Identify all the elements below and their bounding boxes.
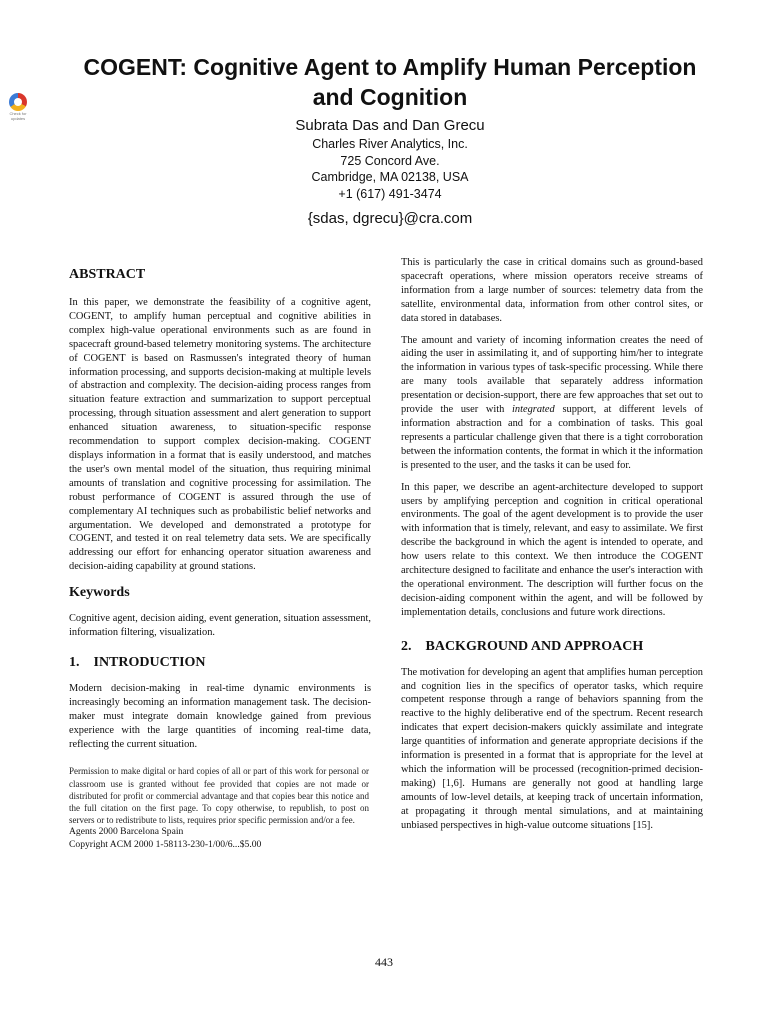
city-line: Cambridge, MA 02138, USA (311, 170, 469, 184)
paper-overview-paragraph: In this paper, we describe an agent-architecture developed to support users by amplifying perception and cognition in critical operational environments. The goal of the agent development is to provide the user with information that is timely, relevant, and easy to assimilate. We first describe the background in which the agent is intended to operate, and how users relate to this context. We then introduce the COGENT architecture designed to facilitate and enhance the user's interaction with the operational environment. The description will further focus on the decision-aiding component within the agent, and will be followed by implementation details, conclusions and future work directions. (401, 481, 703, 618)
keywords-heading: Keywords (69, 585, 130, 601)
section-title: BACKGROUND AND APPROACH (425, 638, 644, 654)
crossmark-label (5, 112, 31, 121)
venue-line: Agents 2000 Barcelona Spain (69, 826, 184, 838)
intro-continued-paragraph: This is particularly the case in critical domains such as ground-based spacecraft operations, where mission operators receive streams of information from a large number of sources: telemetry data from the satellite, environmental data, information from other control sites, or data stored in databases. (401, 257, 703, 324)
emphasis-integrated: integrated (512, 404, 555, 416)
introduction-text: Modern decision-making in real-time dynamic environments is increasingly becoming an information management task. The decision-maker must integrate domain knowledge gained from previous experience with the large quantities of incoming real-time data, reflecting the current situation. (69, 682, 371, 750)
background-heading (401, 638, 703, 656)
permission-text: Permission to make digital or hard copies of all or part of this work for personal or classroom use is granted without fee provided that copies are not made or distributed for profit or commercial advantage and that copies bear this notice and the full citation on the first page. To copy otherwise, to republish, to post on servers or to redistribute to lists, requires prior specific permission and/or a fee. (69, 766, 369, 826)
paragraph-text-before: The amount and variety of incoming information creates the need of aiding the user in assimilating it, and of supporting him/her to integrate the information in various types of task-specific processing. While there are many tools available that separately address information presentation or decision-support, there are few approaches that set out to provide the user with (401, 334, 703, 416)
crossmark-label-line1: Check for (9, 111, 27, 116)
right-column (401, 256, 703, 841)
crossmark-badge[interactable] (5, 93, 31, 125)
abstract-heading: ABSTRACT (69, 267, 146, 282)
crossmark-label-line2: updates (10, 115, 26, 121)
section-number: 1. (69, 654, 80, 670)
integrated-support-paragraph (401, 334, 703, 473)
abstract-text: In this paper, we demonstrate the feasibility of a cognitive agent, COGENT, to amplify human perceptual and cognitive abilities in complex high-value operational environments such as are found in spacecraft ground-based telemetry monitoring systems. The architecture of COGENT is based on Rasmussen's integrated theory of human information processing, and supports decision-making at multiple levels of abstraction and complexity. The decision-aiding process ranges from situation feature extraction and summarization to support perceptual processing, through situation assessment and alert generation to support enhanced situation awareness, to situation-specific response recommendation to support complex decision-making. COGENT displays information in a format that is easily understood, and matches the user's own mental model of the situation, thus requiring minimal amounts of translation and cognitive processing for assimilation. The robust performance of COGENT is assured through the use of complementary AI techniques such as probabilistic belief networks and argumentation. We developed and demonstrated a prototype for COGENT, and tested it on real telemetry data sets. We are specifically addressing our effort for enhancing operator situation awareness and decision-aiding capability at ground stations. (69, 297, 371, 573)
phone-line: +1 (617) 491-3474 (338, 186, 442, 201)
introduction-heading (69, 654, 371, 672)
section-title: INTRODUCTION (93, 654, 206, 670)
affiliation-line: Charles River Analytics, Inc. (312, 137, 468, 151)
author-emails: {sdas, dgrecu}@cra.com (307, 210, 473, 227)
background-text: The motivation for developing an agent that amplifies human perception and cognition lies in the specifics of operator tasks, which require competent response through a range of behaviors spanning from the reactive to the highly deliberative end of the spectrum. Recent research indicates that expert decision-makers quickly assimilate and integrate large quantities of information and generate appropriate decisions if the information is presented in a format that is appropriate for the level at which the information will be processed (recognition-primed decision-making) [1,6]. Humans are generally not good at handling large amounts of low-level details, at keeping track of uncertain information, at propagating it through mental simulations, and at maintaining unbiased perspectives in high-value outcome situations [15]. (401, 666, 703, 831)
paper-header (60, 52, 720, 229)
paper-title: COGENT: Cognitive Agent to Amplify Human Perception and Cognition (83, 54, 697, 110)
paragraph-text-after: support, at different levels of information abstraction and for a combination of tasks. This goal represents a particular challenge given that there is a tight corroboration between the information contents, the format in which it the information is presented to the user, and the tasks it can be used for. (401, 404, 703, 471)
acm-copyright-line: Copyright ACM 2000 1-58113-230-1/00/6...$5.00 (69, 838, 262, 850)
page-number: 443 (375, 955, 393, 969)
author-names: Subrata Das and Dan Grecu (295, 117, 485, 134)
section-number: 2. (401, 638, 412, 654)
address-line: 725 Concord Ave. (340, 153, 440, 168)
left-column (69, 262, 371, 851)
copyright-notice (69, 765, 369, 850)
keywords-text: Cognitive agent, decision aiding, event generation, situation assessment, information filtering, visualization. (69, 613, 371, 639)
crossmark-icon (9, 93, 27, 111)
